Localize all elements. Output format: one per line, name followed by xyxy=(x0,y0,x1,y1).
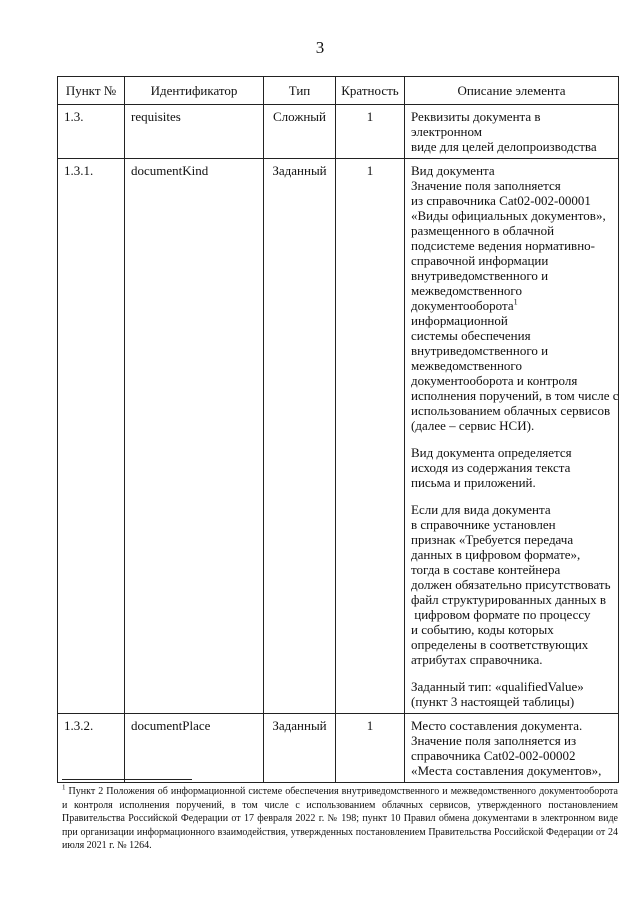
description-line: цифровом формате по процессу xyxy=(411,607,591,622)
description-line: определены в соответствующих xyxy=(411,637,589,652)
row-description xyxy=(405,105,619,159)
description-line: межведомственного xyxy=(411,358,522,373)
description-line: Вид документа определяется xyxy=(411,445,572,460)
description-line: Если для вида документа xyxy=(411,502,551,517)
row-description xyxy=(405,159,619,714)
description-paragraph xyxy=(411,502,612,667)
row-item-number: 1.3.1. xyxy=(58,159,125,714)
header-multiplicity: Кратность xyxy=(336,77,405,105)
row-description xyxy=(405,714,619,783)
description-line: исходя из содержания текста xyxy=(411,460,571,475)
description-lines xyxy=(411,163,612,298)
page-number: 3 xyxy=(315,38,325,57)
header-description: Описание элемента xyxy=(405,77,619,105)
description-line: данных в цифровом формате», xyxy=(411,547,581,562)
description-line: письма и приложений. xyxy=(411,475,536,490)
description-paragraph xyxy=(411,679,612,709)
row-multiplicity: 1 xyxy=(336,159,405,714)
footnote-ref-word: документооборота xyxy=(411,298,514,313)
footnote xyxy=(62,785,618,853)
description-line: размещенного в облачной xyxy=(411,223,555,238)
header-item-number: Пункт № xyxy=(58,77,125,105)
description-line: использованием облачных сервисов xyxy=(411,403,611,418)
description-line: справочника Cat02-002-00002 xyxy=(411,748,576,763)
description-line: межведомственного xyxy=(411,283,522,298)
header-identifier: Идентификатор xyxy=(125,77,264,105)
row-multiplicity: 1 xyxy=(336,714,405,783)
description-line: Значение поля заполняется xyxy=(411,178,561,193)
footnote-text: Пункт 2 Положения об информационной системе обеспечения внутриведомственного и межведомственного документооборота и контроля исполнения поручений, в том числе с использованием облачных сервисов, утвержденного постановлением Правительства Российской Федерации от 17 февраля 2022 г. № 198; пункт 10 Правил обмена документами в электронном виде при организации информационного взаимодействия, утвержденных постановлением Правительства Российской Федерации от 24 июля 2021 г. № 1264. xyxy=(62,786,618,851)
description-line: виде для целей делопроизводства xyxy=(411,139,597,154)
description-paragraph xyxy=(411,445,612,490)
elements-table xyxy=(57,76,619,783)
description-line: подсистеме ведения нормативно- xyxy=(411,238,595,253)
description-line: внутриведомственного и xyxy=(411,268,549,283)
description-line: Вид документа xyxy=(411,163,495,178)
description-line xyxy=(411,298,612,328)
row-item-number: 1.3.2. xyxy=(58,714,125,783)
footnote-divider xyxy=(62,779,192,780)
footnote-marker: 1 xyxy=(62,783,66,792)
description-line: признак «Требуется передача xyxy=(411,532,574,547)
description-line: внутриведомственного и xyxy=(411,343,549,358)
row-type: Сложный xyxy=(264,105,336,159)
footnote-reference: 1 xyxy=(513,297,518,307)
row-identifier: documentKind xyxy=(125,159,264,714)
description-line: (пункт 3 настоящей таблицы) xyxy=(411,694,575,709)
description-line: в справочнике установлен xyxy=(411,517,556,532)
description-line: системы обеспечения xyxy=(411,328,531,343)
description-paragraph xyxy=(411,718,612,778)
description-line: Значение поля заполняется из xyxy=(411,733,577,748)
description-line: файл структурированных данных в xyxy=(411,592,606,607)
description-line: «Места составления документов», xyxy=(411,763,602,778)
row-type: Заданный xyxy=(264,714,336,783)
description-lines xyxy=(411,328,619,433)
description-line: справочной информации xyxy=(411,253,549,268)
description-line: исполнения поручений, в том числе с xyxy=(411,388,619,403)
row-item-number: 1.3. xyxy=(58,105,125,159)
footnote-ref-after: информационной xyxy=(411,313,508,328)
description-line: тогда в составе контейнера xyxy=(411,562,561,577)
description-line: и событию, коды которых xyxy=(411,622,554,637)
table-row xyxy=(58,159,619,714)
description-line: Реквизиты документа в электронном xyxy=(411,109,541,139)
description-line: должен обязательно присутствовать xyxy=(411,577,611,592)
row-type: Заданный xyxy=(264,159,336,714)
description-line: Место составления документа. xyxy=(411,718,583,733)
table-row xyxy=(58,105,619,159)
header-type: Тип xyxy=(264,77,336,105)
description-paragraph xyxy=(411,163,619,433)
description-line: атрибутах справочника. xyxy=(411,652,543,667)
row-identifier: documentPlace xyxy=(125,714,264,783)
table-header-row xyxy=(58,77,619,105)
row-multiplicity: 1 xyxy=(336,105,405,159)
description-line: документооборота и контроля xyxy=(411,373,578,388)
description-line: «Виды официальных документов», xyxy=(411,208,606,223)
description-line: из справочника Cat02-002-00001 xyxy=(411,193,591,208)
row-identifier: requisites xyxy=(125,105,264,159)
description-line: Заданный тип: «qualifiedValue» xyxy=(411,679,584,694)
table-row xyxy=(58,714,619,783)
description-line: (далее – сервис НСИ). xyxy=(411,418,535,433)
